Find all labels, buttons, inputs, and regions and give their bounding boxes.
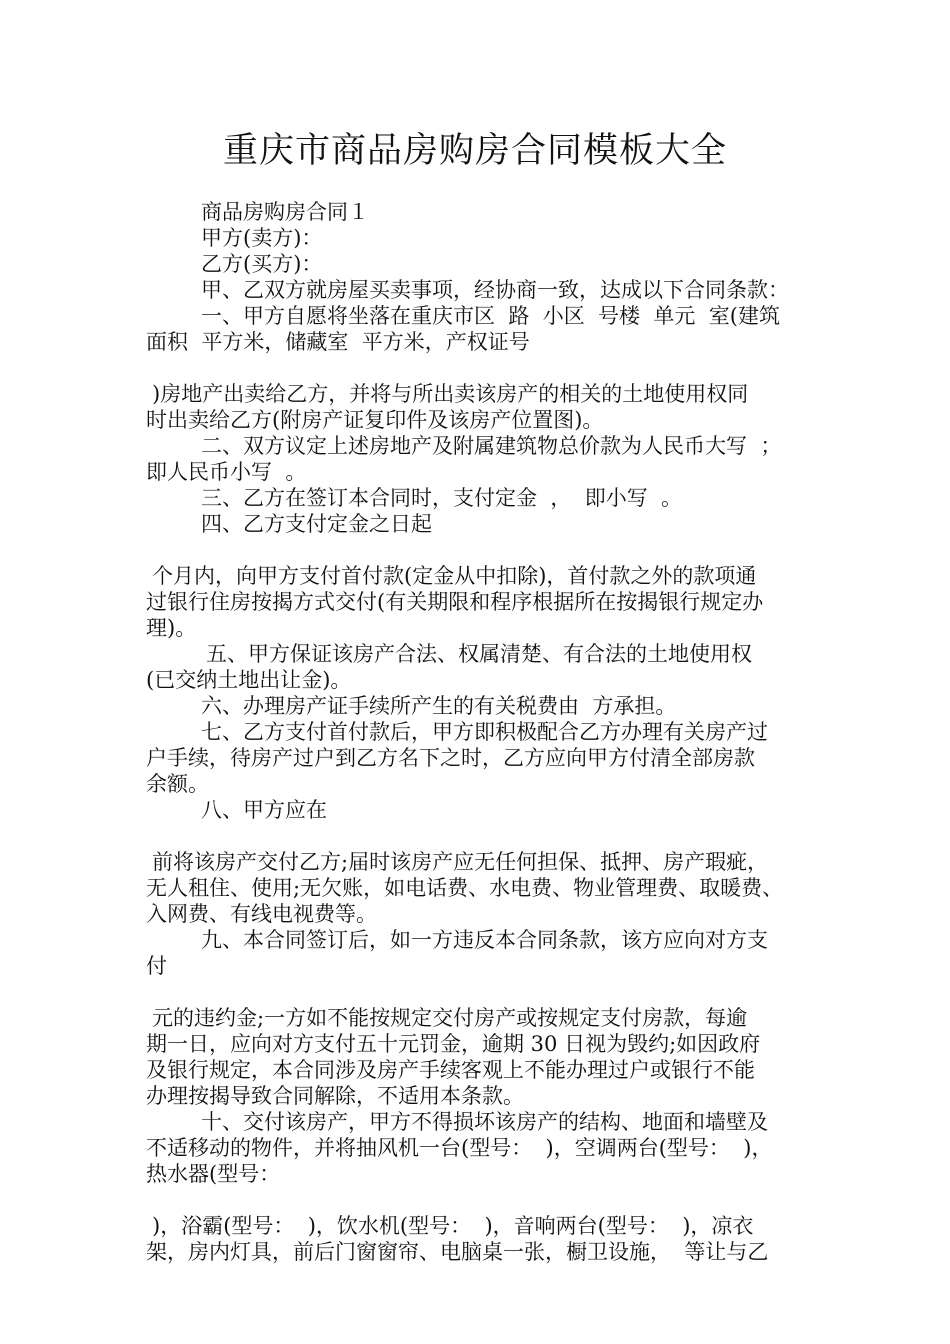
clause-10-line: 十、交付该房产，甲方不得损坏该房产的结构、地面和墙壁及 xyxy=(201,1110,768,1134)
clause-9-line: 期一日，应向对方支付五十元罚金，逾期 30 日视为毁约;如因政府 xyxy=(146,1032,761,1056)
clause-3-line: 三、乙方在签订本合同时，支付定金 ， 即小写 。 xyxy=(201,486,683,510)
party-a-line: 甲方(卖方)： xyxy=(201,226,323,250)
clause-1-line: 一、甲方自愿将坐落在重庆市区 路 小区 号楼 单元 室(建筑 xyxy=(201,304,780,328)
party-b-line: 乙方(买方)： xyxy=(201,252,323,276)
clause-9-line: 及银行规定，本合同涉及房产手续客观上不能办理过户或银行不能 xyxy=(146,1058,755,1082)
clause-5-line: (已交纳土地出让金)。 xyxy=(146,668,352,692)
clause-4-line: 过银行住房按揭方式交付(有关期限和程序根据所在按揭银行规定办 xyxy=(146,590,764,614)
clause-9-line: 付 xyxy=(146,954,167,978)
clause-7-line: 户手续，待房产过户到乙方名下之时，乙方应向甲方付清全部房款 xyxy=(146,746,755,770)
blank-gap xyxy=(146,979,826,1005)
clause-10-line: 热水器(型号： xyxy=(146,1162,281,1186)
clause-1-line: )房地产出卖给乙方，并将与所出卖该房产的相关的土地使用权同 xyxy=(152,382,749,406)
clause-4-line: 理)。 xyxy=(146,616,197,640)
clause-8-line: 无人租住、使用;无欠账，如电话费、水电费、物业管理费、取暖费、 xyxy=(146,876,784,900)
clause-2-line: 二、双方议定上述房地产及附属建筑物总价款为人民币大写 ； xyxy=(201,434,782,458)
blank-gap xyxy=(146,823,826,849)
preamble-line: 甲、乙双方就房屋买卖事项，经协商一致，达成以下合同条款： xyxy=(201,278,789,302)
document-title: 重庆市商品房购房合同模板大全 xyxy=(222,131,727,171)
clause-6-line: 六、办理房产证手续所产生的有关税费由 方承担。 xyxy=(201,694,677,718)
clause-2-line: 即人民币小写 。 xyxy=(146,460,307,484)
clause-8-line: 前将该房产交付乙方;届时该房产应无任何担保、抵押、房产瑕疵， xyxy=(152,850,769,874)
clause-4-line: 个月内，向甲方支付首付款(定金从中扣除)，首付款之外的款项通 xyxy=(152,564,757,588)
clause-8-line: 八、甲方应在 xyxy=(201,798,327,822)
clause-7-line: 余额。 xyxy=(146,772,209,796)
clause-4-line: 四、乙方支付定金之日起 xyxy=(201,512,432,536)
blank-gap xyxy=(146,355,826,381)
clause-9-line: 元的违约金;一方如不能按规定交付房产或按规定支付房款，每逾 xyxy=(152,1006,748,1030)
contract-body xyxy=(146,199,826,1265)
clause-8-line: 入网费、有线电视费等。 xyxy=(146,902,377,926)
clause-1-line: 面积 平方米，储藏室 平方米，产权证号 xyxy=(146,330,530,354)
clause-9-line: 办理按揭导致合同解除，不适用本条款。 xyxy=(146,1084,524,1108)
clause-5-line: 五、甲方保证该房产合法、权属清楚、有合法的土地使用权 xyxy=(206,642,752,666)
clause-10-line: 不适移动的物件，并将抽风机一台(型号： )，空调两台(型号： )， xyxy=(146,1136,773,1160)
clause-7-line: 七、乙方支付首付款后，甲方即积极配合乙方办理有关房产过 xyxy=(201,720,768,744)
subtitle-line: 商品房购房合同１ xyxy=(201,200,369,224)
clause-9-line: 九、本合同签订后，如一方违反本合同条款，该方应向对方支 xyxy=(201,928,768,952)
clause-1-line: 时出卖给乙方(附房产证复印件及该房产位置图)。 xyxy=(146,408,604,432)
blank-gap xyxy=(146,537,826,563)
clause-10-line: 架，房内灯具，前后门窗窗帘、电脑桌一张，橱卫设施， 等让与乙 xyxy=(146,1240,769,1264)
clause-10-line: )，浴霸(型号： )，饮水机(型号： )，音响两台(型号： )，凉衣 xyxy=(152,1214,754,1238)
blank-gap xyxy=(146,1187,826,1213)
